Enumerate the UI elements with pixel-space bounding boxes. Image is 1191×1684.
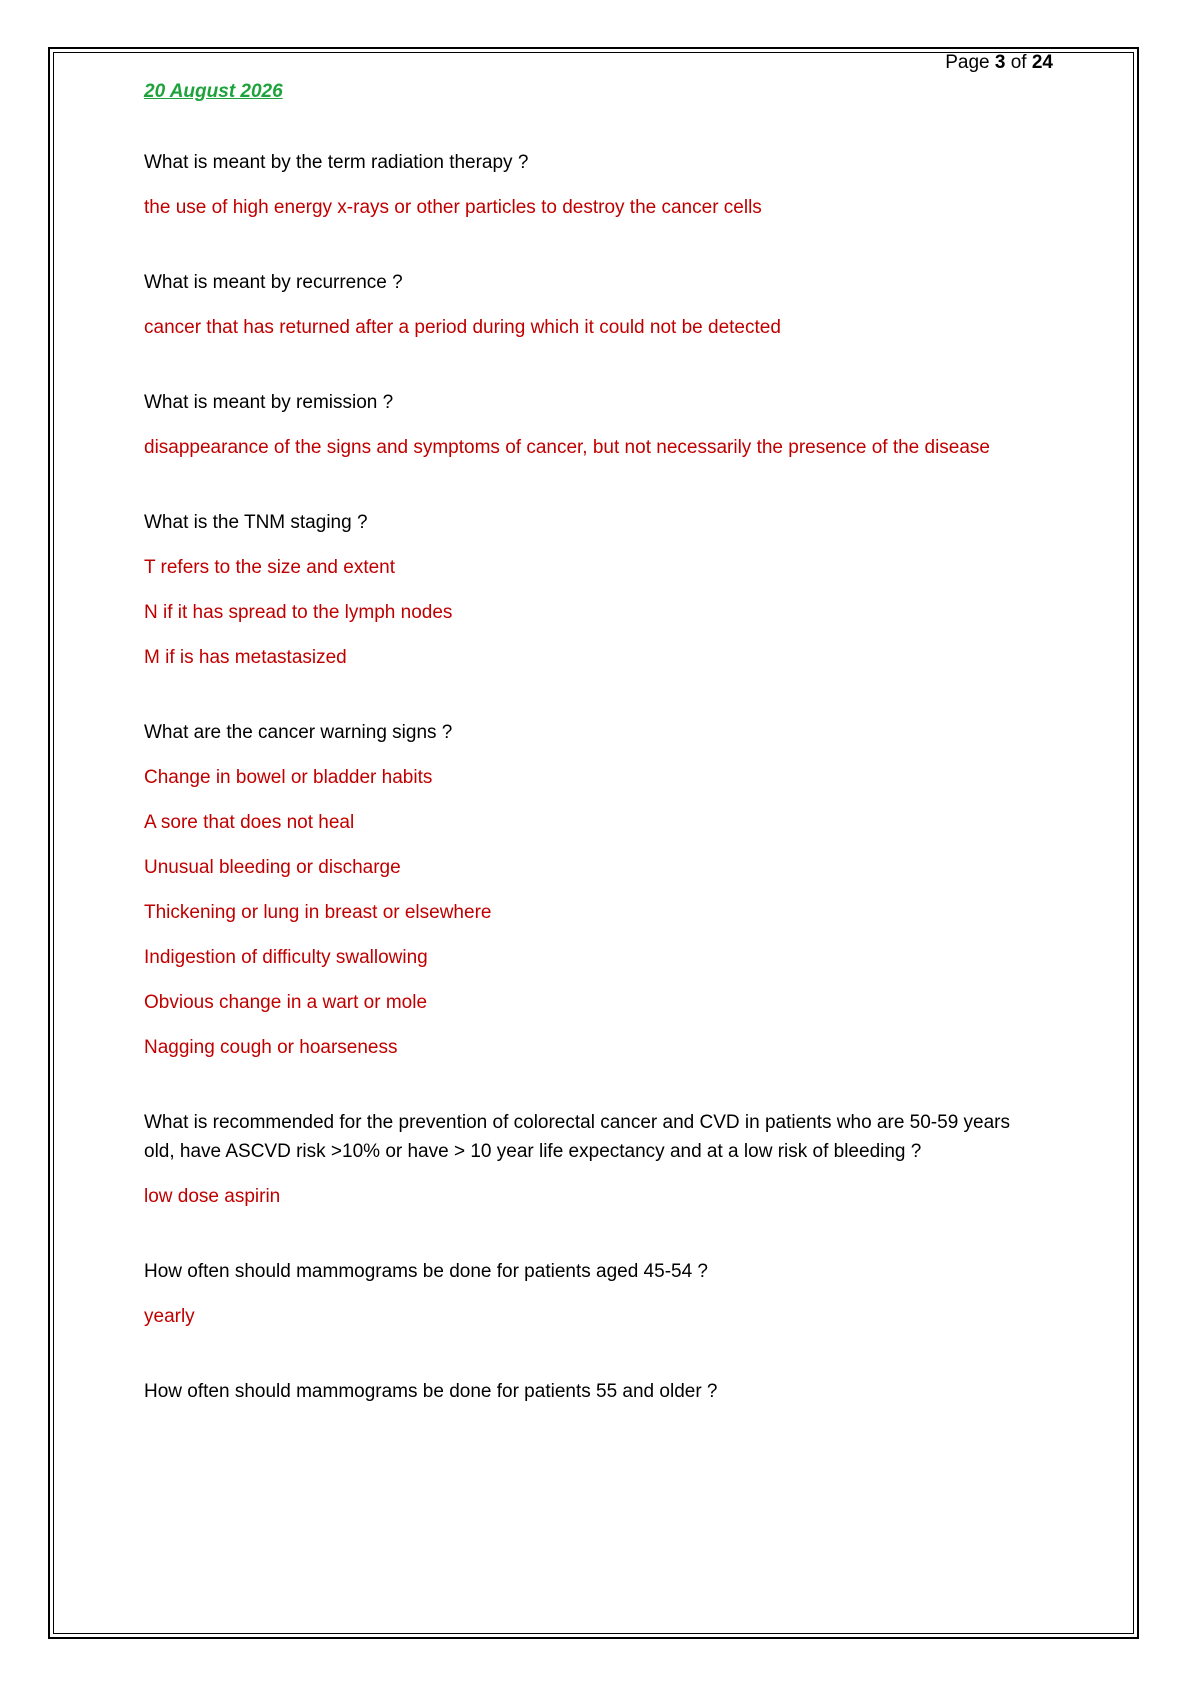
answer: yearly [144, 1306, 195, 1327]
question: What is the TNM staging ? [144, 512, 368, 533]
answer: N if it has spread to the lymph nodes [144, 602, 453, 623]
answer: T refers to the size and extent [144, 557, 396, 578]
qa-block [144, 268, 1044, 342]
qa-block [144, 1257, 1044, 1331]
answer: M if is has metastasized [144, 647, 347, 668]
page-number [945, 52, 1053, 74]
page-of: of [1010, 52, 1027, 73]
page-total: 24 [1031, 52, 1053, 73]
qa-block [144, 148, 1044, 222]
answer: Obvious change in a wart or mole [144, 992, 428, 1013]
qa-block [144, 1108, 1044, 1211]
answer: Change in bowel or bladder habits [144, 767, 433, 788]
qa-list [144, 148, 1044, 1452]
qa-block [144, 718, 1044, 1062]
qa-block [144, 388, 1044, 462]
question: What are the cancer warning signs ? [144, 722, 453, 743]
qa-block [144, 508, 1044, 672]
page-current: 3 [994, 52, 1006, 73]
question: How often should mammograms be done for patients aged 45-54 ? [144, 1261, 708, 1282]
document-date: 20 August 2026 [144, 81, 283, 102]
answer: Indigestion of difficulty swallowing [144, 947, 428, 968]
question: How often should mammograms be done for patients 55 and older ? [144, 1381, 718, 1402]
qa-block [144, 1377, 1044, 1406]
question: What is recommended for the prevention of colorectal cancer and CVD in patients who are 50-59 years old, have ASCVD risk >10% or have > 10 year life expectancy and at a low risk of bleeding ? [144, 1112, 1011, 1162]
question: What is meant by recurrence ? [144, 272, 403, 293]
question: What is meant by the term radiation therapy ? [144, 152, 529, 173]
answer: disappearance of the signs and symptoms of cancer, but not necessarily the presence of the disease [144, 437, 991, 458]
answer: the use of high energy x-rays or other particles to destroy the cancer cells [144, 197, 762, 218]
answer: low dose aspirin [144, 1186, 281, 1207]
answer: cancer that has returned after a period during which it could not be detected [144, 317, 781, 338]
question: What is meant by remission ? [144, 392, 394, 413]
page-prefix: Page [945, 52, 990, 73]
answer: A sore that does not heal [144, 812, 355, 833]
answer: Nagging cough or hoarseness [144, 1037, 398, 1058]
answer: Thickening or lung in breast or elsewhere [144, 902, 492, 923]
answer: Unusual bleeding or discharge [144, 857, 401, 878]
